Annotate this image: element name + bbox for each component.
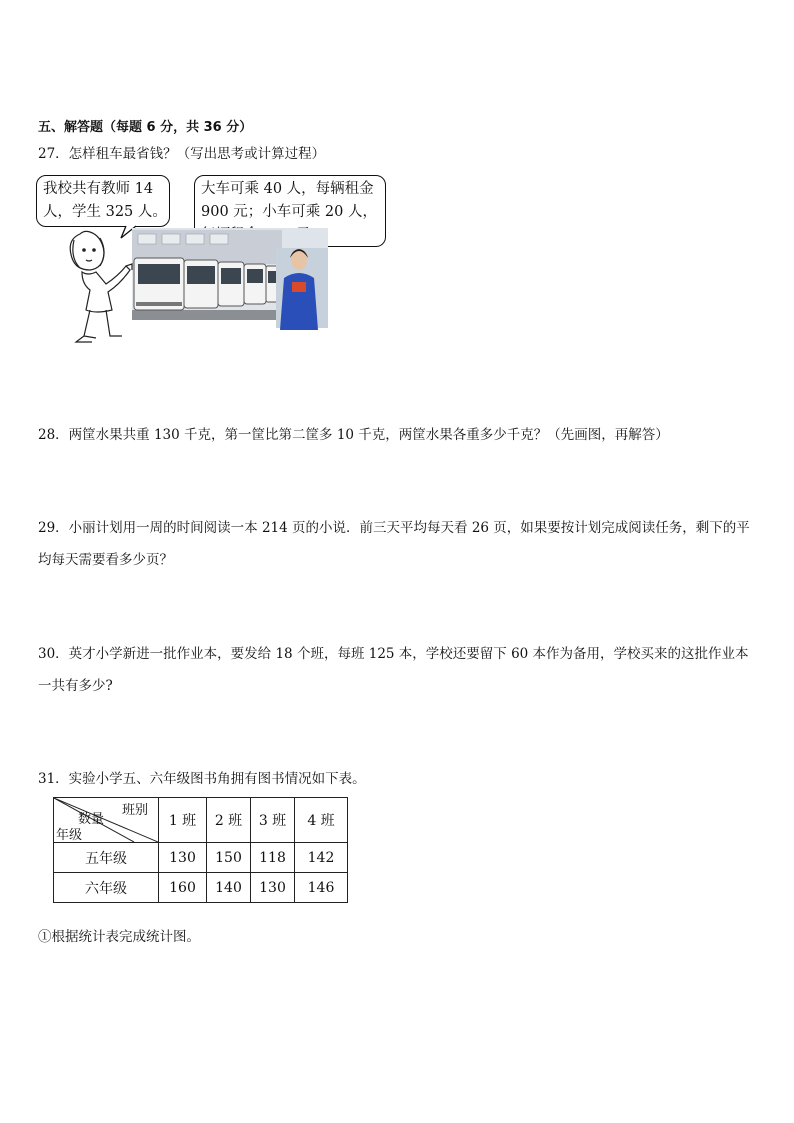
column-header: 4 班 bbox=[295, 798, 348, 843]
column-header: 3 班 bbox=[251, 798, 295, 843]
bus-icon bbox=[244, 264, 266, 304]
column-header: 2 班 bbox=[207, 798, 251, 843]
bubble-line: 大车可乘 40 人，每辆租金 bbox=[201, 181, 374, 197]
book-stats-table bbox=[53, 797, 348, 903]
corner-label-class: 班别 bbox=[122, 803, 149, 818]
table-cell: 146 bbox=[295, 873, 348, 903]
corner-label-quantity: 数量 bbox=[78, 812, 105, 827]
table-cell: 142 bbox=[295, 843, 348, 873]
question-29-line1: 29．小丽计划用一周的时间阅读一本 214 页的小说．前三天平均每天看 26 页，如果要按计划完成阅读任务，剩下的平 bbox=[38, 520, 750, 536]
table-cell: 130 bbox=[251, 873, 295, 903]
bubble-line: 900 元；小车可乘 20 人， bbox=[201, 204, 377, 220]
table-cell: 160 bbox=[159, 873, 207, 903]
question-30-line1: 30．英才小学新进一批作业本，要发给 18 个班，每班 125 本，学校还要留下 60 本作为备用，学校买来的这批作业本 bbox=[38, 646, 749, 662]
table-cell: 130 bbox=[159, 843, 207, 873]
question-31: 31．实验小学五、六年级图书角拥有图书情况如下表。 bbox=[38, 771, 366, 787]
bus-icon bbox=[184, 260, 218, 308]
bubble-line: 人，学生 325 人。 bbox=[43, 204, 167, 220]
corner-label-grade: 年级 bbox=[56, 828, 83, 843]
row-label: 六年级 bbox=[54, 873, 159, 903]
cartoon-teacher-figure bbox=[70, 231, 132, 342]
bus-attendant-figure bbox=[276, 248, 328, 330]
table-row bbox=[54, 843, 348, 873]
bus-icon bbox=[218, 262, 244, 306]
bus-icon bbox=[134, 258, 184, 310]
question-30-line2: 一共有多少? bbox=[38, 678, 113, 694]
table-row bbox=[54, 873, 348, 903]
section-heading: 五、解答题（每题 6 分，共 36 分） bbox=[38, 120, 253, 135]
row-label: 五年级 bbox=[54, 843, 159, 873]
table-corner-cell bbox=[54, 798, 159, 843]
table-header-row bbox=[54, 798, 348, 843]
bubble-line: 我校共有教师 14 bbox=[43, 181, 154, 197]
question-27: 27．怎样租车最省钱？（写出思考或计算过程） bbox=[38, 146, 326, 162]
table-cell: 140 bbox=[207, 873, 251, 903]
table-cell: 118 bbox=[251, 843, 295, 873]
column-header: 1 班 bbox=[159, 798, 207, 843]
table-cell: 150 bbox=[207, 843, 251, 873]
question-29-line2: 均每天需要看多少页？ bbox=[38, 552, 173, 568]
question-28: 28．两筐水果共重 130 千克，第一筐比第二筐多 10 千克，两筐水果各重多少千克？（先画图，再解答） bbox=[38, 427, 669, 443]
question-31-sub1: ①根据统计表完成统计图。 bbox=[38, 929, 200, 945]
bus-rental-illustration bbox=[66, 218, 338, 350]
